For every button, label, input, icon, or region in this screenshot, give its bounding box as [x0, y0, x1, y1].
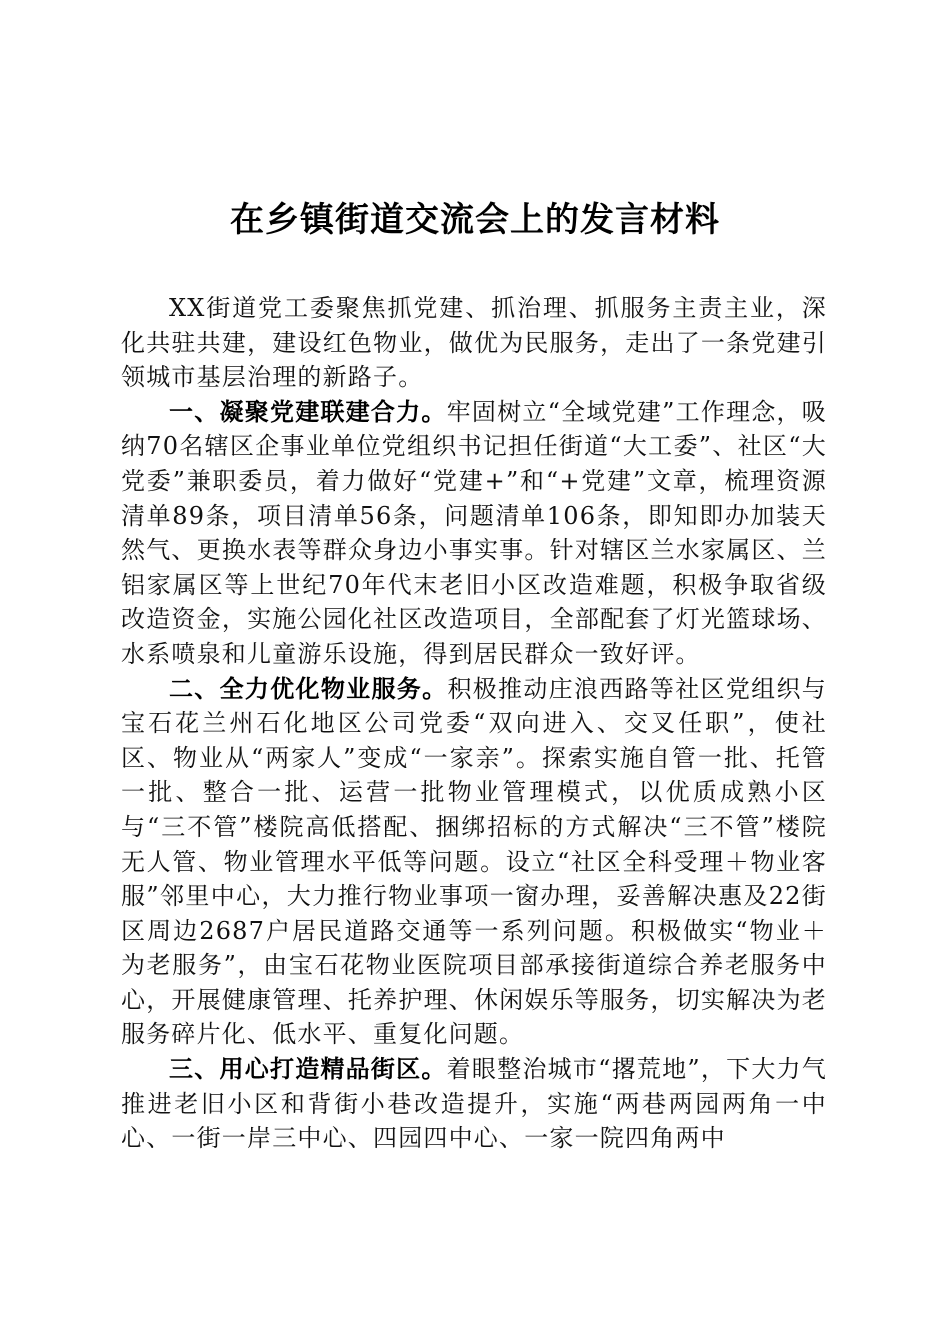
section-3-paragraph	[121, 1052, 827, 1156]
section-2-heading: 二、全力优化物业服务。	[169, 673, 448, 703]
section-3-heading: 三、用心打造精品街区。	[169, 1054, 447, 1084]
section-1-paragraph	[121, 395, 827, 672]
document-title: 在乡镇街道交流会上的发言材料	[230, 200, 720, 240]
section-1-heading: 一、凝聚党建联建合力。	[169, 396, 447, 426]
intro-paragraph	[121, 291, 827, 395]
section-3-text: 着眼整治城市“撂荒地”，下大力气推进老旧小区和背街小巷改造提升，实施“两巷两园两角一中心、一街一岸三中心、四园四中心、一家一院四角两中	[121, 1055, 827, 1153]
section-2-paragraph	[121, 672, 827, 1053]
section-2-text: 积极推动庄浪西路等社区党组织与宝石花兰州石化地区公司党委“双向进入、交叉任职”，使社区、物业从“两家人”变成“一家亲”。探索实施自管一批、托管一批、整合一批、运营一批物业管理模式，以优质成熟小区与“三不管”楼院高低搭配、捆绑招标的方式解决“三不管”楼院无人管、物业管理水平低等问题。设立“社区全科受理＋物业客服”邻里中心，大力推行物业事项一窗办理，妥善解决惠及22街区周边2687户居民道路交通等一系列问题。积极做实“物业＋为老服务”，由宝石花物业医院项目部承接街道综合养老服务中心，开展健康管理、托养护理、休闲娱乐等服务，切实解决为老服务碎片化、低水平、重复化问题。	[121, 674, 828, 1049]
section-1-text: 牢固树立“全域党建”工作理念，吸纳70名辖区企事业单位党组织书记担任街道“大工委”、社区“大党委”兼职委员，着力做好“党建+”和“+党建”文章，梳理资源清单89条，项目清单56条，问题清单106条，即知即办加装天然气、更换水表等群众身边小事实事。针对辖区兰水家属区、兰铝家属区等上世纪70年代末老旧小区改造难题，积极争取省级改造资金，实施公园化社区改造项目，全部配套了灯光篮球场、水系喷泉和儿童游乐设施，得到居民群众一致好评。	[121, 397, 827, 668]
document-body	[121, 291, 827, 1156]
intro-paragraph-text: XX街道党工委聚焦抓党建、抓治理、抓服务主责主业，深化共驻共建，建设红色物业，做优为民服务，走出了一条党建引领城市基层治理的新路子。	[121, 294, 827, 392]
